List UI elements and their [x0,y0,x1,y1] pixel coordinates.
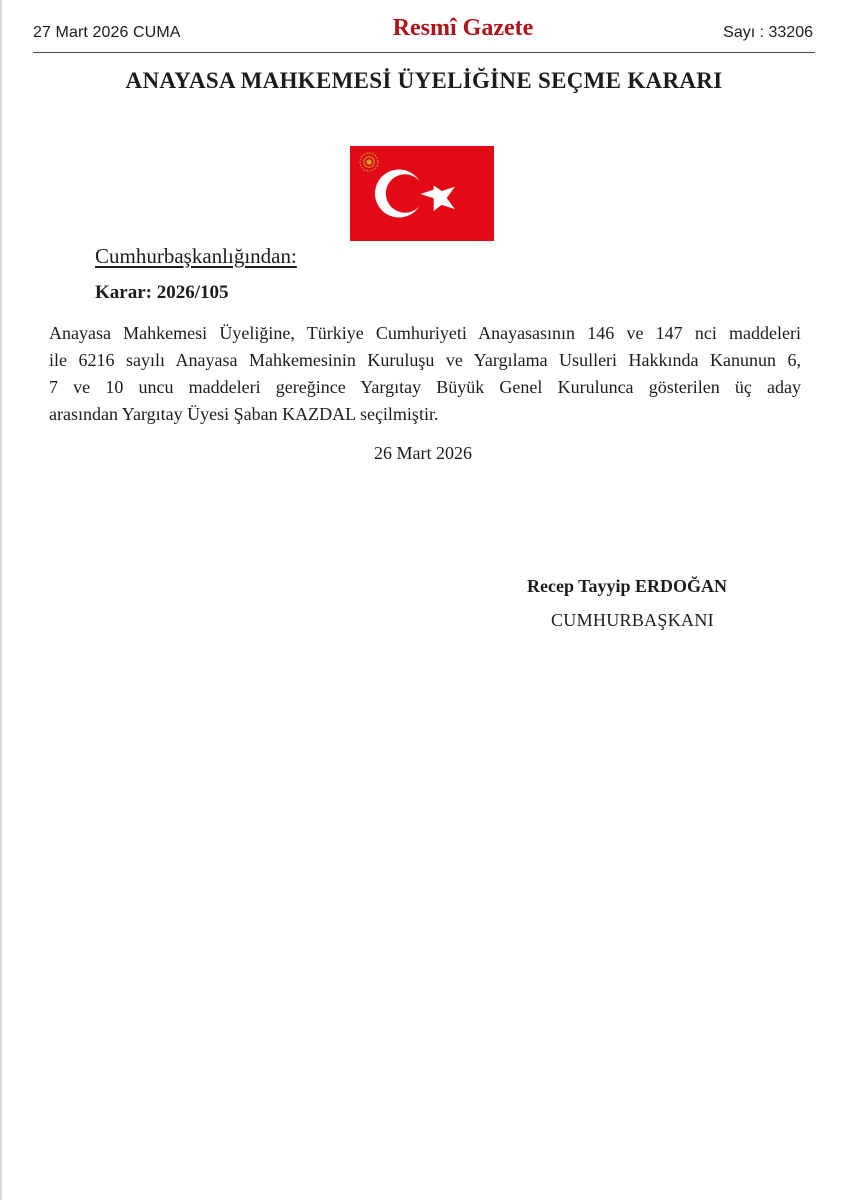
signatory-name: Recep Tayyip ERDOĞAN [527,576,728,596]
decision-number: Karar: 2026/105 [95,282,229,303]
decision-date [0,443,848,464]
document-title: ANAYASA MAHKEMESİ ÜYELİĞİNE SEÇME KARARI [125,68,723,93]
gazette-masthead: Resmî Gazete [392,15,534,41]
issuing-authority: Cumhurbaşkanlığından: [95,244,297,268]
decision-body [49,320,801,428]
body-line: ile 6216 sayılı Anayasa Mahkemesinin Kuruluşu ve Yargılama Usulleri Hakkında Kanunun 6, [49,350,801,370]
body-line: Anayasa Mahkemesi Üyeliğine, Türkiye Cumhuriyeti Anayasasının 146 ve 147 nci maddeleri [49,323,801,343]
body-line: arasından Yargıtay Üyesi Şaban KAZDAL seçilmiştir. [49,404,439,424]
page-edge-line [0,0,2,1200]
issue-date: 27 Mart 2026 CUMA [33,24,181,41]
issue-number: Sayı : 33206 [723,24,813,41]
signatory-title: CUMHURBAŞKANI [551,610,714,630]
body-line: 7 ve 10 uncu maddeleri gereğince Yargıtay Büyük Genel Kurulunca gösterilen üç aday [49,377,801,397]
decision-date-text: 26 Mart 2026 [374,443,472,463]
turkish-flag-with-presidential-seal-icon [350,146,494,241]
header-divider [33,52,815,53]
gazette-header [33,14,813,54]
